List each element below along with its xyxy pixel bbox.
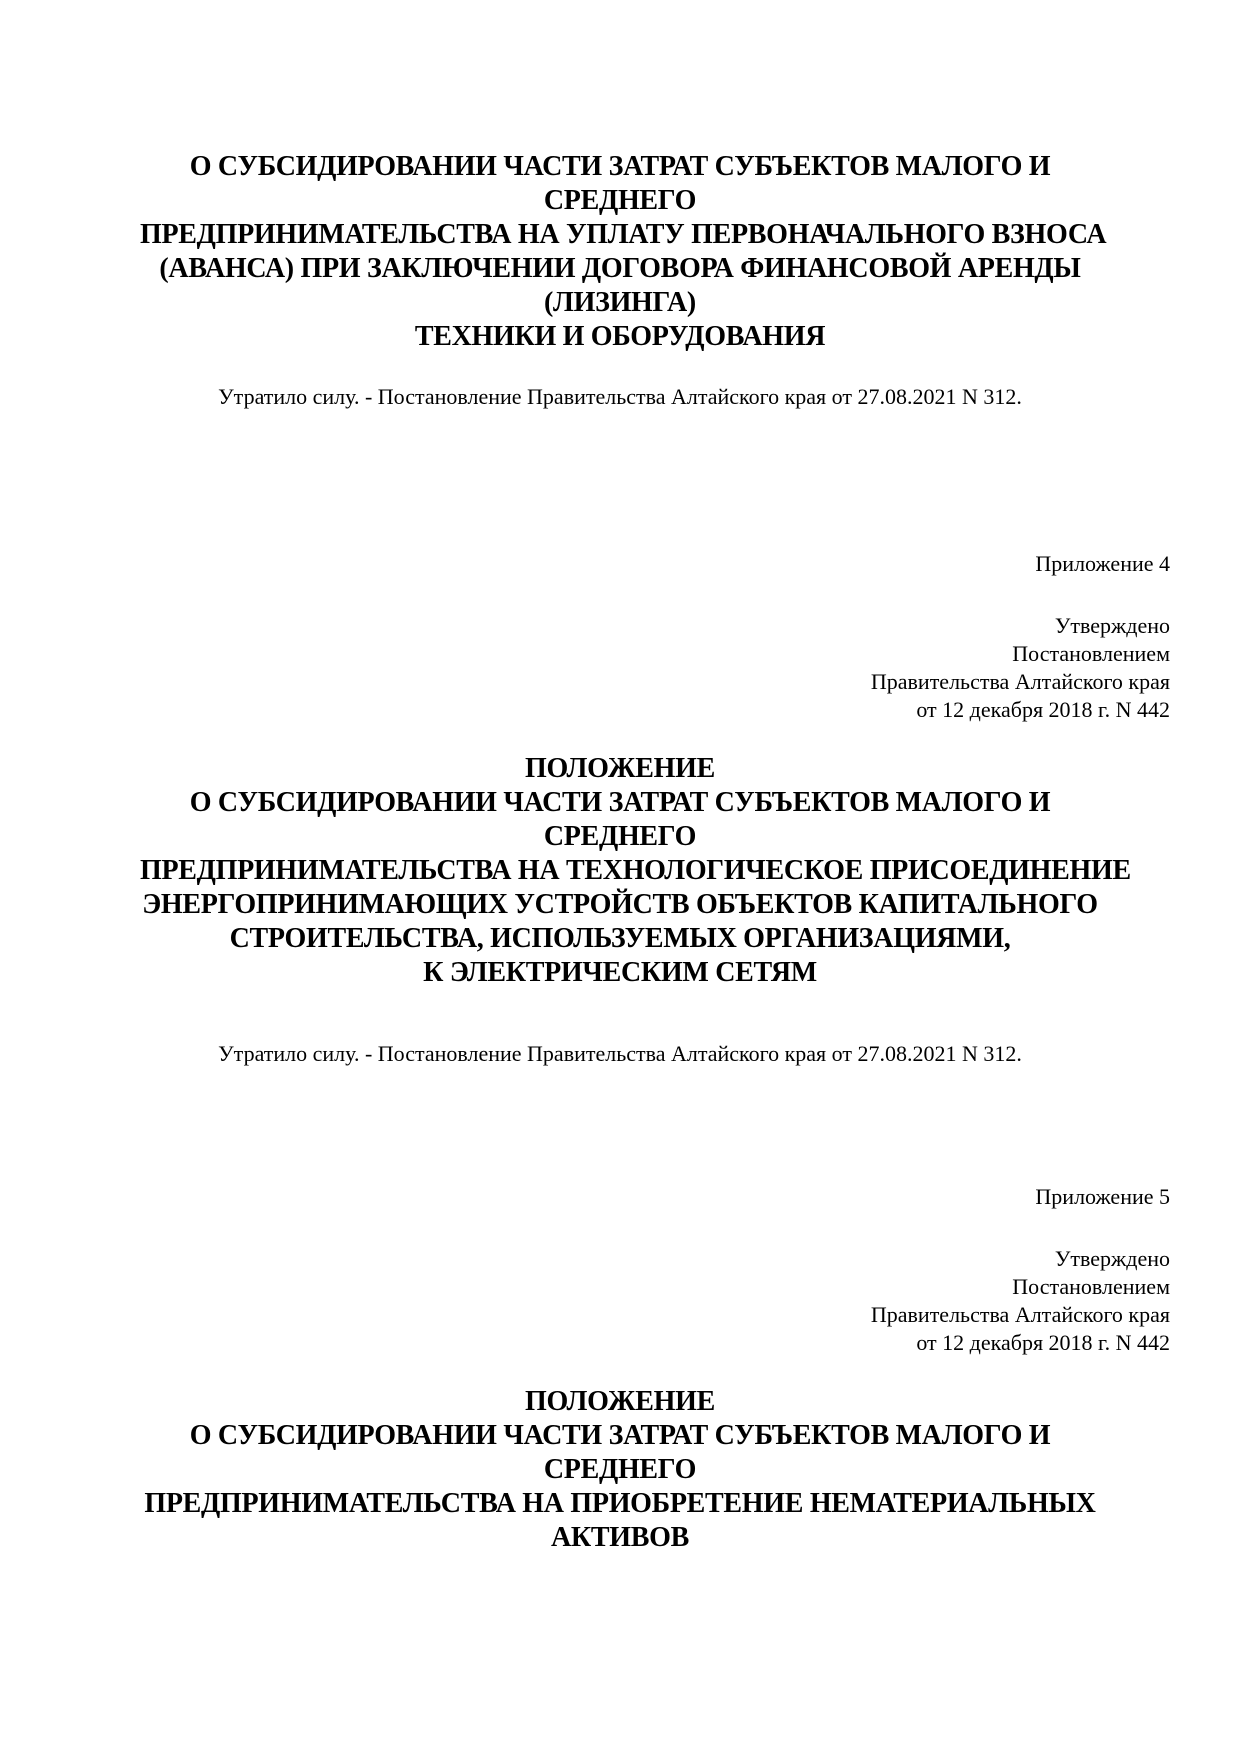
- appendix4-title: [140, 752, 1131, 990]
- title-line: СРЕДНЕГО: [543, 185, 697, 216]
- title-line: АКТИВОВ: [550, 1522, 689, 1553]
- approval-line: Постановлением: [1012, 1274, 1170, 1299]
- approval-line: Постановлением: [1012, 641, 1170, 666]
- title-line: О СУБСИДИРОВАНИИ ЧАСТИ ЗАТРАТ СУБЪЕКТОВ МАЛОГО И: [189, 787, 1051, 818]
- approval-line: Утверждено: [1054, 1246, 1170, 1271]
- appendix-label: Приложение 4: [1035, 551, 1170, 576]
- appendix-label: Приложение 5: [1035, 1184, 1170, 1209]
- repeal-note: Утратило силу. - Постановление Правительства Алтайского края от 27.08.2021 N 312.: [218, 1041, 1022, 1066]
- title-line: ПРЕДПРИНИМАТЕЛЬСТВА НА УПЛАТУ ПЕРВОНАЧАЛЬНОГО ВЗНОСА: [140, 219, 1107, 250]
- title-line: СРЕДНЕГО: [543, 821, 697, 852]
- title-line: (ЛИЗИНГА): [544, 287, 696, 318]
- title-line: ЭНЕРГОПРИНИМАЮЩИХ УСТРОЙСТВ ОБЪЕКТОВ КАПИТАЛЬНОГО: [142, 889, 1098, 920]
- title-line: СТРОИТЕЛЬСТВА, ИСПОЛЬЗУЕМЫХ ОРГАНИЗАЦИЯМИ,: [229, 923, 1011, 954]
- title-line: О СУБСИДИРОВАНИИ ЧАСТИ ЗАТРАТ СУБЪЕКТОВ МАЛОГО И: [189, 151, 1051, 182]
- approval-line: от 12 декабря 2018 г. N 442: [916, 697, 1170, 722]
- title-line: ТЕХНИКИ И ОБОРУДОВАНИЯ: [414, 321, 826, 352]
- repeal-note: Утратило силу. - Постановление Правительства Алтайского края от 27.08.2021 N 312.: [218, 384, 1022, 409]
- title-line: ПОЛОЖЕНИЕ: [524, 1386, 715, 1417]
- title-line: ПОЛОЖЕНИЕ: [524, 753, 715, 784]
- approval-line: Правительства Алтайского края: [870, 669, 1170, 694]
- title-line: (АВАНСА) ПРИ ЗАКЛЮЧЕНИИ ДОГОВОРА ФИНАНСОВОЙ АРЕНДЫ: [159, 253, 1081, 284]
- title-line: СРЕДНЕГО: [543, 1454, 697, 1485]
- approval-line: Правительства Алтайского края: [870, 1302, 1170, 1327]
- approval-line: Утверждено: [1054, 613, 1170, 638]
- approval-block: [871, 1245, 1170, 1357]
- title-line: О СУБСИДИРОВАНИИ ЧАСТИ ЗАТРАТ СУБЪЕКТОВ МАЛОГО И: [189, 1420, 1051, 1451]
- approval-line: от 12 декабря 2018 г. N 442: [916, 1330, 1170, 1355]
- title-line: К ЭЛЕКТРИЧЕСКИМ СЕТЯМ: [423, 957, 817, 988]
- title-line: ПРЕДПРИНИМАТЕЛЬСТВА НА ПРИОБРЕТЕНИЕ НЕМАТЕРИАЛЬНЫХ: [144, 1488, 1096, 1519]
- title-line: ПРЕДПРИНИМАТЕЛЬСТВА НА ТЕХНОЛОГИЧЕСКОЕ ПРИСОЕДИНЕНИЕ: [140, 855, 1131, 886]
- section1-title: [140, 150, 1107, 354]
- approval-block: [871, 612, 1170, 724]
- appendix5-title: [140, 1385, 1100, 1555]
